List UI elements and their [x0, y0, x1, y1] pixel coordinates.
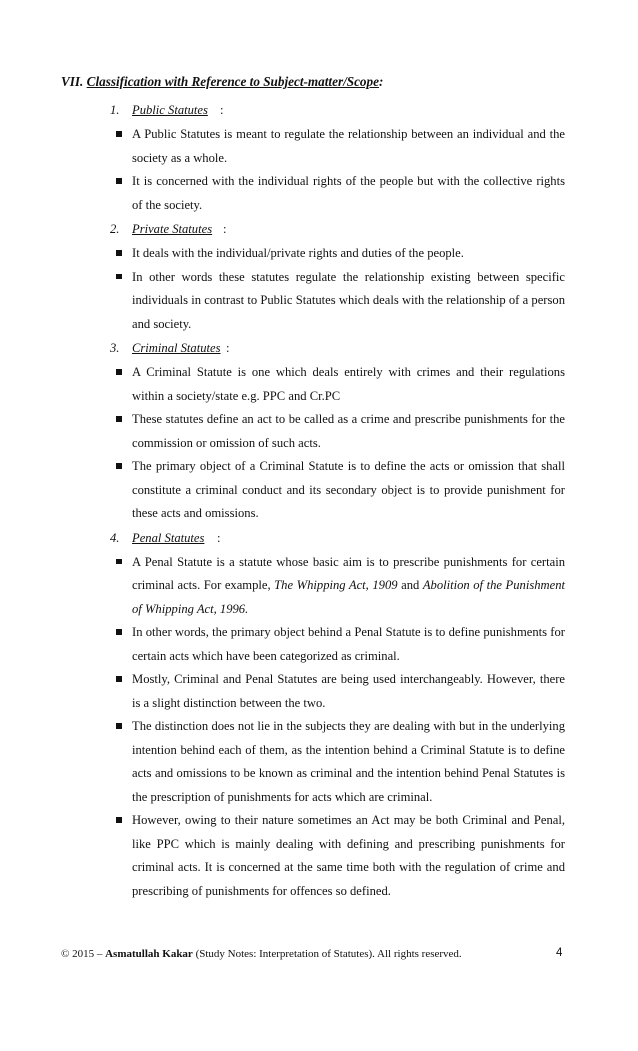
category-penal-statutes: 4. Penal Statutes : [110, 527, 565, 551]
copyright-prefix: © 2015 – [61, 948, 106, 960]
bullet-list [110, 361, 565, 526]
square-bullet-icon [116, 463, 122, 469]
category-number: 4. [110, 530, 120, 545]
list-item: These statutes define an act to be called as a crime and prescribe punishments for the commission or omission of such acts. [110, 408, 565, 455]
category-title: Penal Statutes [132, 530, 205, 545]
list-item: It deals with the individual/private rights and duties of the people. [110, 242, 565, 266]
category-title: Public Statutes [132, 103, 208, 117]
list-item: It is concerned with the individual rights of the people but with the collective rights of the society. [110, 170, 565, 217]
category-number: 3. [110, 341, 120, 355]
list-item: The primary object of a Criminal Statute is to define the acts or omission that shall constitute a criminal conduct and its secondary object is to provide punishment for these acts and omissions. [110, 455, 565, 526]
section-number: VII. [61, 74, 84, 89]
square-bullet-icon [116, 676, 122, 682]
section-content [110, 98, 565, 903]
bullet-list [110, 242, 565, 336]
square-bullet-icon [116, 416, 122, 422]
bullet-list [110, 551, 565, 904]
square-bullet-icon [116, 250, 122, 256]
page-number: 4 [556, 947, 563, 959]
author-name: Asmatullah Kakar [105, 948, 193, 960]
list-item: The distinction does not lie in the subjects they are dealing with but in the underlying intention behind each of them, as the intention behind a Criminal Statute is to define acts and omissions to be known as criminal and the intention behind Penal Statutes is the prescription of punishments for acts which are criminal. [110, 715, 565, 809]
act-citation: Abolition of the Punishment of Whipping Act, 1996 [132, 578, 565, 616]
section-title: Classification with Reference to Subject-matter/Scope [86, 74, 379, 89]
list-item: A Penal Statute is a statute whose basic aim is to prescribe punishments for certain criminal acts. For example, The Whipping Act, 1909 and Abolition of the Punishment of Whipping Act, 1996. [110, 551, 565, 622]
category-private-statutes: 2. Private Statutes : [110, 218, 565, 242]
category-title: Private Statutes [132, 222, 213, 236]
page-footer [61, 948, 561, 960]
list-item: In other words, the primary object behind a Penal Statute is to define punishments for certain acts which have been categorized as criminal. [110, 621, 565, 668]
list-item: A Criminal Statute is one which deals entirely with crimes and their regulations within a society/state e.g. PPC and Cr.PC [110, 361, 565, 408]
list-item: A Public Statutes is meant to regulate the relationship between an individual and the society as a whole. [110, 123, 565, 170]
section-heading [61, 74, 383, 90]
list-item: Mostly, Criminal and Penal Statutes are being used interchangeably. However, there is a slight distinction between the two. [110, 668, 565, 715]
category-criminal-statutes: 3. Criminal Statutes : [110, 337, 565, 361]
act-citation: The Whipping Act, 1909 [274, 578, 398, 592]
bullet-list [110, 123, 565, 217]
copyright-suffix: (Study Notes: Interpretation of Statutes). All rights reserved. [192, 948, 462, 960]
square-bullet-icon [116, 369, 122, 375]
category-public-statutes: 1. Public Statutes : [110, 99, 565, 123]
category-title: Criminal Statutes [132, 341, 221, 355]
square-bullet-icon [116, 723, 122, 729]
square-bullet-icon [116, 131, 122, 137]
category-number: 1. [110, 103, 120, 117]
category-number: 2. [110, 222, 120, 236]
square-bullet-icon [116, 559, 122, 565]
square-bullet-icon [116, 817, 122, 823]
list-item: However, owing to their nature sometimes an Act may be both Criminal and Penal, like PPC which is mainly dealing with defining and prescribing punishments for criminal acts. It is concerned at the same time both with the regulation of crime and prescribing of punishments for offences so defined. [110, 809, 565, 903]
square-bullet-icon [116, 274, 122, 280]
square-bullet-icon [116, 178, 122, 184]
list-item: In other words these statutes regulate the relationship existing between specific individuals in contrast to Public Statutes which deals with the relationship of a person and society. [110, 266, 565, 337]
section-colon: : [378, 74, 384, 89]
square-bullet-icon [116, 629, 122, 635]
